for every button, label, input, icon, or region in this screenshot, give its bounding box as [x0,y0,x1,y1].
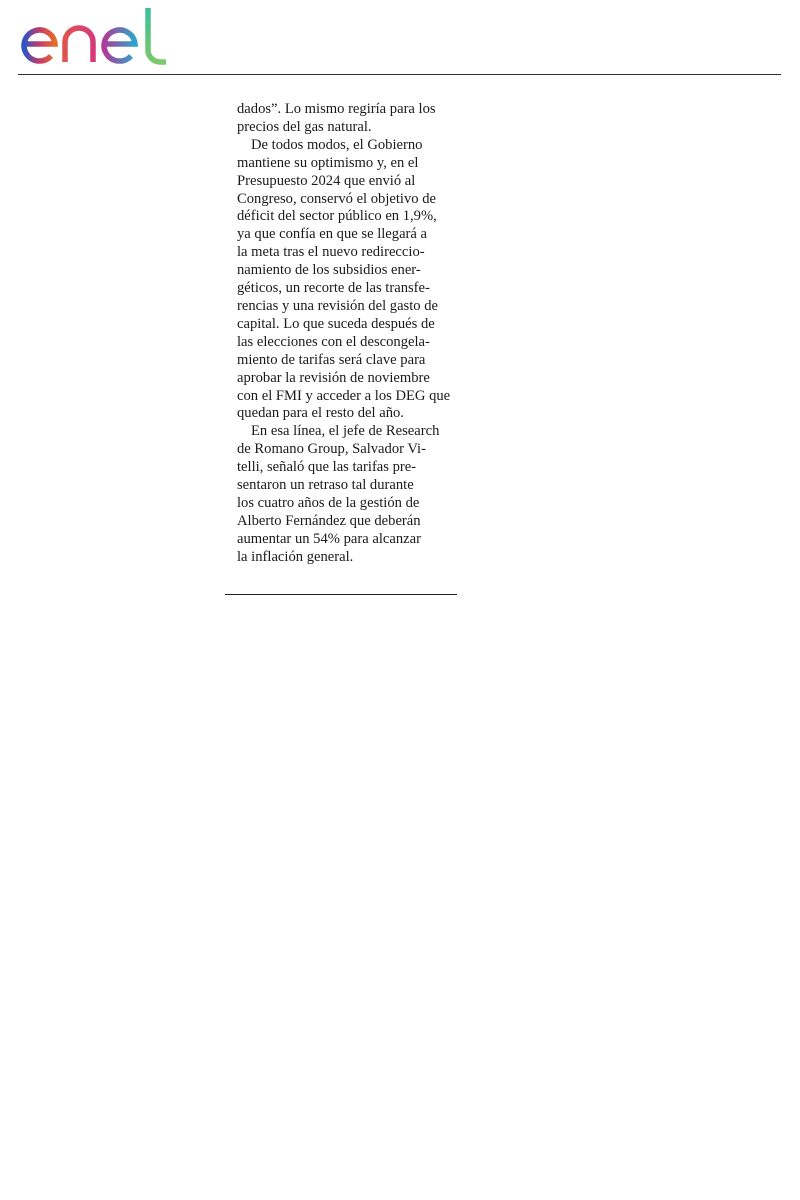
logo-letter-l [148,8,166,62]
article-paragraph: dados”. Lo mismo regiría para los precios del gas natural. [237,101,436,135]
logo-letter-e2 [104,30,135,61]
article-column [237,101,453,567]
logo-letter-n [65,28,93,62]
article-paragraph: De todos modos, el Gobierno mantiene su optimismo y, en el Presupuesto 2024 que envió al Congreso, conservó el objetivo de déficit del sector público en 1,9%, ya que confía en que se llegará a la meta tras el nuevo redireccio- namiento de los subsidios ener- géticos, un recorte de las transfe- rencias y una revisión del gasto de capital. Lo que suceda después de las elecciones con el descongela- miento de tarifas será clave para aprobar la revisión de noviembre con el FMI y acceder a los DEG que quedan para el resto del año. [237,136,451,422]
header-divider [18,74,781,75]
enel-logo-mark [16,4,180,68]
logo-letter-e1 [24,30,55,61]
article-end-divider [225,594,457,595]
article-paragraph: En esa línea, el jefe de Research de Romano Group, Salvador Vi- telli, señaló que las tarifas pre- sentaron un retraso tal durante los cuatro años de la gestión de Alberto Fernández que deberán aumentar un 54% para alcanzar la inflación general. [237,423,440,565]
enel-logo [16,4,180,68]
